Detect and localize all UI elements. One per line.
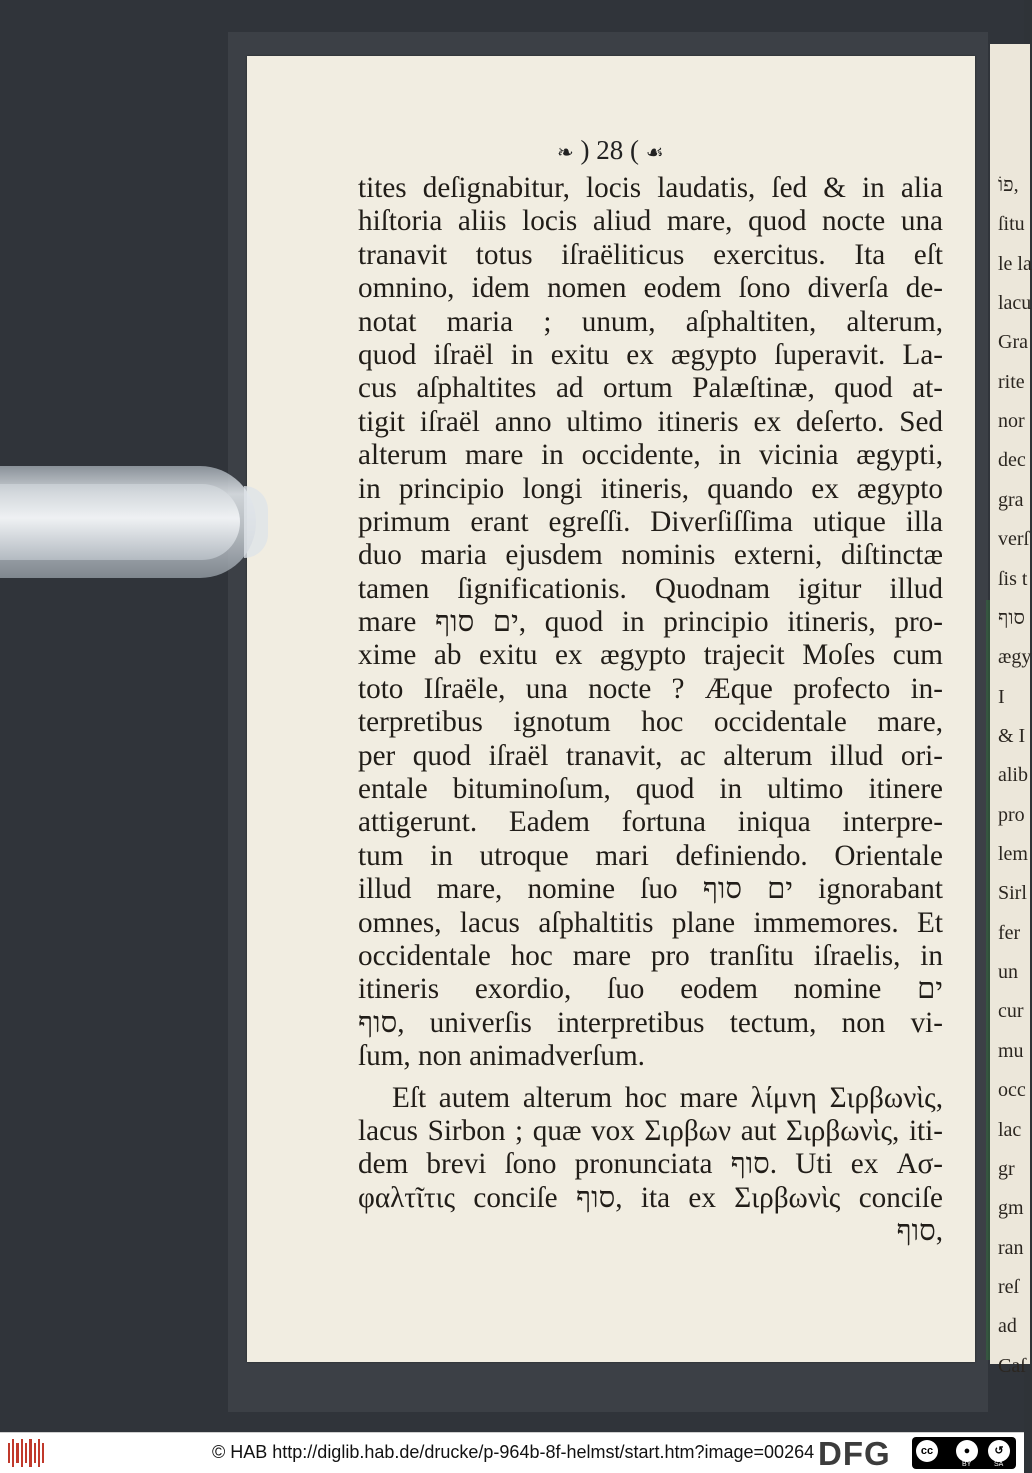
next-page-fragment: lacu: [998, 292, 1032, 315]
text-line: per quod iſraël tranavit, ac alterum illud ori-: [358, 739, 943, 772]
text-line: hiſtoria aliis locis aliud mare, quod nocte una: [358, 205, 943, 238]
next-page-fragment: I: [998, 685, 1005, 708]
text-line: attigerunt. Eadem fortuna iniqua interpre-: [358, 806, 943, 839]
sa-label: SA: [994, 1461, 1004, 1468]
sa-icon: ↺: [988, 1440, 1010, 1462]
page-header: [557, 135, 757, 166]
text-line: φαλτῖτις conciſe סוף, ita ex Σιρβωνὶς conciſe: [358, 1181, 943, 1214]
next-page-fragment: & I: [998, 724, 1026, 747]
next-page-fragment: gr: [998, 1157, 1015, 1180]
next-page-fragment: Gra: [998, 331, 1028, 354]
by-icon: ●: [956, 1440, 978, 1462]
next-page-fragment: mu: [998, 1039, 1024, 1062]
next-page-fragment: dec: [998, 449, 1026, 472]
next-page-fragment: ſis t: [998, 567, 1028, 590]
next-page-fragment: fer: [998, 921, 1021, 944]
next-page-edge: [990, 44, 1032, 1377]
next-page-fragment: pro: [998, 803, 1025, 826]
text-line: cus aſphaltites ad ortum Palæſtinæ, quod at-: [358, 372, 943, 405]
next-page-fragment: rite: [998, 370, 1025, 393]
text-line: in principio longi itineris, quando ex ægypto: [358, 472, 943, 505]
next-page-fragment: verſ: [998, 528, 1030, 551]
next-page-fragment: un: [998, 961, 1018, 984]
text-line: terpretibus ignotum hoc occidentale mare,: [358, 706, 943, 739]
barcode-icon: [8, 1439, 44, 1467]
dfg-logo: DFG: [818, 1435, 891, 1472]
text-line: mare ים סוף, quod in principio itineris, pro-: [358, 606, 943, 639]
text-line: סוף, univerſis interpretibus tectum, non vi-: [358, 1006, 943, 1039]
next-page-fragment: cur: [998, 1000, 1024, 1023]
cc-license-badge[interactable]: [912, 1437, 1016, 1469]
next-page-fragment: nor: [998, 410, 1025, 433]
text-line: tigit iſraël anno ultimo itineris ex deſerto. Sed: [358, 405, 943, 438]
next-page-fragment: Sirl: [998, 882, 1027, 905]
text-line: itineris exordio, ſuo eodem nomine ים: [358, 973, 943, 1006]
text-line: entale bituminoſum, quod in ultimo itinere: [358, 773, 943, 806]
next-page-fragment: gm: [998, 1197, 1024, 1220]
text-line: alterum mare in occidente, in vicinia ægypti,: [358, 439, 943, 472]
catchword: סוף,: [896, 1215, 943, 1248]
page-number: ) 28 (: [580, 135, 639, 165]
by-label: BY: [962, 1461, 972, 1468]
viewer-footer: [0, 1432, 1024, 1473]
page-text: [358, 172, 943, 1249]
text-line: quod iſraël in exitu ex ægypto ſuperavit. La-: [358, 338, 943, 371]
text-line: omnino, idem nomen eodem ſono diverſa de-: [358, 272, 943, 305]
ornament-right-icon: ☙: [645, 142, 664, 165]
next-page-fragment: gra: [998, 488, 1024, 511]
next-page-fragment: lem: [998, 843, 1028, 866]
next-page-fragment: alib: [998, 764, 1028, 787]
text-line: dem brevi ſono pronunciata סוף. Uti ex Ασ-: [358, 1148, 943, 1181]
text-line: occidentale hoc mare pro tranſitu iſraelis, in: [358, 939, 943, 972]
text-line: ſum, non animadverſum.: [358, 1040, 645, 1073]
ornament-left-icon: ❧: [557, 142, 574, 165]
next-page-fragment: occ: [998, 1079, 1026, 1102]
text-line: illud mare, nomine ſuo ים סוף ignorabant: [358, 873, 943, 906]
text-line: tranavit totus iſraëliticus exercitus. Ita eſt: [358, 238, 943, 271]
page-clip-highlight: [0, 484, 240, 560]
next-page-fragment: פוֹ,: [998, 174, 1019, 196]
text-line: duo maria ejusdem nominis externi, diſtinctæ: [358, 539, 943, 572]
text-line: tites deſignabitur, locis laudatis, ſed & in alia: [358, 172, 943, 204]
next-page-fragment: le la: [998, 252, 1032, 275]
text-line: omnes, lacus aſphaltitis plane immemores. Et: [358, 906, 943, 939]
text-line: tamen ſignificationis. Quodnam igitur illud: [358, 572, 943, 605]
source-link[interactable]: © HAB http://diglib.hab.de/drucke/p-964b-8f-helmst/start.htm?image=00264: [212, 1442, 815, 1462]
next-page-fragment: reſ: [998, 1275, 1020, 1298]
page-edge-tint: [986, 600, 990, 1360]
text-line: toto Iſraële, una nocte ? Æque profecto in-: [358, 672, 943, 705]
text-line: lacus Sirbon ; quæ vox Σιρβων aut Σιρβωνὶς, iti-: [358, 1114, 943, 1147]
text-line: primum erant egreſſi. Diverſiſſima utique illa: [358, 505, 943, 538]
next-page-fragment: Caſ: [998, 1354, 1026, 1377]
next-page-fragment: ſitu: [998, 213, 1025, 236]
next-page-fragment: סוף: [998, 606, 1025, 629]
text-line: notat maria ; unum, aſphaltiten, alterum,: [358, 305, 943, 338]
text-line: tum in utroque mari definiendo. Orientale: [358, 839, 943, 872]
next-page-fragment: ægy: [998, 646, 1032, 669]
cc-icon: cc: [916, 1440, 938, 1462]
next-page-fragment: ran: [998, 1236, 1024, 1259]
text-line: xime ab exitu ex ægypto trajecit Moſes cum: [358, 639, 943, 672]
text-line: Eſt autem alterum hoc mare λίμνη Σιρβωνὶς,: [392, 1081, 943, 1114]
next-page-fragment: lac: [998, 1118, 1022, 1141]
next-page-fragment: ad: [998, 1315, 1017, 1338]
